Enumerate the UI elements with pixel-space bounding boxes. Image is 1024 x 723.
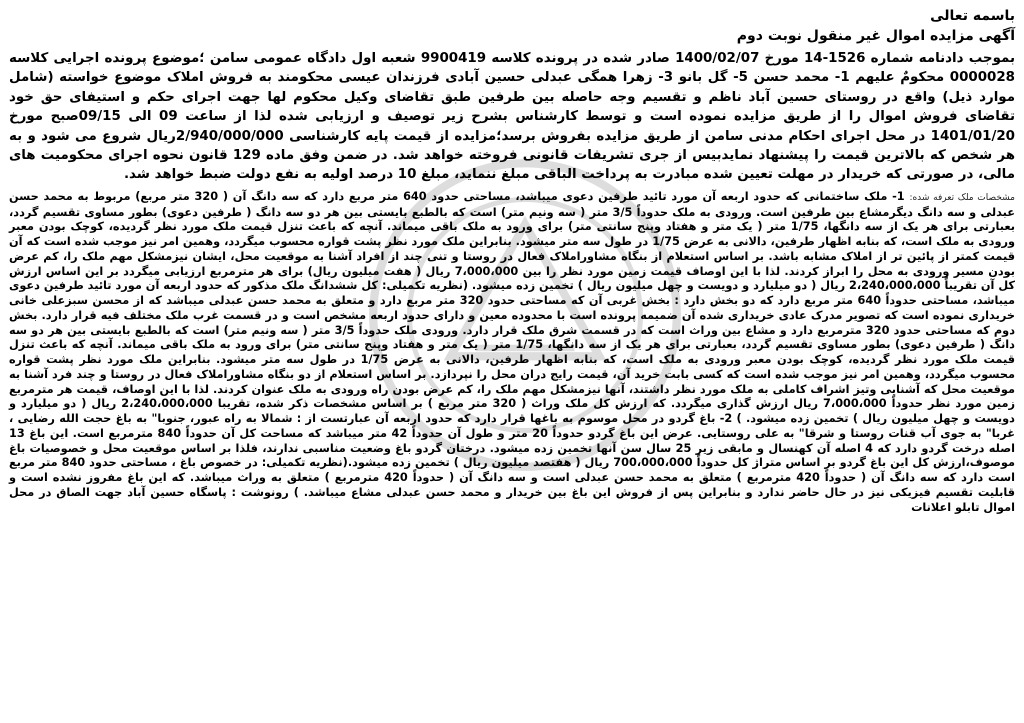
property-specs-paragraph <box>9 190 1015 516</box>
notice-title: آگهی مزایده اموال غیر منقول نوبت دوم <box>736 28 1015 44</box>
greeting-line: باسمه تعالی <box>930 8 1015 24</box>
specs-label: مشخصات ملک تعرفه شده: <box>909 192 1015 203</box>
specs-text: 1- ملک ساختمانی که حدود اربعه آن مورد تائید طرفین دعوی میباشد، مساحتی حدود 640 متر مربع دارد که سه دانگ آن ( 320 متر مربع) مربوط به محمد حسن عبدلی و سه دانگ دیگرمشاع بین طرفین است. ورودی به ملک حدوداً 3/5 متر ( سه ونیم متر) است که بالطبع بایستی بین هر دو سه دانگ ( طرفین دعوی) بطور مساوی تقسیم گردد، بعبارتی برای هر یک از سه دانگها، 1/75 متر ( یک متر و هفتاد وپنج سانتی متر) برای ورود به ملک باقی میماند. آنچه که باعث تنزل قیمت ملک مورد نظر گردیده، کوچک بودن معبر ورودی به ملک است، که بنابه اظهار طرفین، دالانی به عرض 1/75 در طول سه متر میشود. بنابراین ملک مورد نظر پشت قواره محسوب میگردد، وهمین امر نیز موجب شده است که آن قیمت کمتر از پائین تر از املاک مشابه باشد. بر اساس استعلام از بنگاه مشاوراملاک فعال در روستا و تنی چند از افراد آشنا به موقعیت محل، ایشان نیزمشکل مهم ملک را، کم عرض بودن مسیر ورودی به محل را ابراز کردند. لذا با این اوصاف قیمت زمین مورد نظر را بین 7،000،000 ریال ( هفت میلیون ریال) برای هر مترمربع ارزیابی میگردد بر این اساس ارزش کل آن تقریباً 2،240،000،000 ریال ( دو میلیارد و دویست و چهل میلیون ریال ) تخمین زده میشود. (نظریه تکمیلی: کل ششدانگ ملک مذکور که حدود اربعه آن مورد تائید طرفین دعوی میباشد، مساحتی حدوداً 640 متر مربع دارد که دو بخش دارد : بخش غربی آن که مساحتی حدود 320 متر مربع دارد و متعلق به محمد حسن عبدلی میباشد که از محسن سبزعلی خانی خریداری نموده است که تصویر مدرک عادی خریداری شده آن ضمیمه پرونده است با محدوده معین و دارای حدود اربعه مشخص است و در قسمت غرب ملک مختلف فیه قرار دارد. بخش دوم که مساحتی حدود 320 مترمربع دارد و مشاع بین وراث است که در قسمت شرق ملک قرار دارد. ورودی ملک حدوداً 3/5 متر ( سه ونیم متر) است که بالطبع بایستی بین هر دو سه دانگ ( طرفین دعوی) بطور مساوی تقسیم گردد، بعبارتی برای هر یک از سه دانگها، 1/75 متر ( یک متر و هفتاد وپنج سانتی متر) برای ورود به ملک باقی میماند. آنچه که باعث تنزل قیمت ملک مورد نظر گردیده، کوچک بودن معبر ورودی به ملک است، که بنابه اظهار طرفین، دالانی به عرض 1/75 در طول سه متر میشود. بنابراین ملک مورد نظر پشت قواره محسوب میگردد، وهمین امر نیز موجب شده است که کسی بابت خرید آن، قیمت رایج دران محل را نپردازد. بر اساس استعلام از دو بنگاه مشاوراملاک فعال در روستا و چند فرد آشنا به موقعیت محل که آشنایی وتیز اشراف کاملی به ملک مورد نظر داشتند، آنها نیزمشکل مهم ملک را، کم عرض بودن راه ورودی به ملک عنوان کردند. لذا با این اوصاف، قیمت هر مترمربع زمین مورد نظر حدوداً 7،000،000 ریال ارزش گذاری میگردد. که ارزش کل ملک وراث ( 320 متر مربع ) بر اساس مشخصات ذکر شده، تقریبا 2،240،000،000 ریال ( دو میلیارد و دویست و چهل میلیون ریال ) تخمین زده میشود. ) 2- باغ گردو در محل موسوم به باغها قرار دارد که حدود اربعه آن عبارتست از : شمالا به راه عبور، جنوبا" به باغ حجت الله رضایی ، غربا" به جوی آب قنات روستا و شرقا" به علی روستایی. عرض این باغ گردو حدوداً 20 متر و طول آن حدوداً 42 متر میباشد که مساحت کل آن حدوداً 840 مترمربع است. این باغ 13 اصله درخت گردو دارد که 4 اصله آن کهنسال و مابقی زیر 25 سال سن آنها تخمین زده میشود. درختان گردو باغ وضعیت مناسبی ندارند، فلذا بر اساس موقعیت محل و خصوصیات باغ موصوف،ارزش کل این باغ گردو بر اساس متراژ کل حدوداً 700،000،000 ریال ( هفتصد میلیون ریال ) تخمین زده میشود.(نظریه تکمیلی: در خصوص باغ ، مساحتی حدود 840 متر مربع است دارد که سه دانگ آن ( حدوداً 420 مترمربع ) متعلق به محمد حسن عبدلی است و سه دانگ آن ( حدوداً 420 مترمربع ) متعلق به وراث میباشد. که این باغ مفروز نشده است و قابلیت تقسیم فیزیکی نیز در حال حاضر ندارد و بنابراین پس از فروش این باغ بین خریدار و محمد حسن عبدلی مشاع میباشد. ) رونوشت : پاسگاه حسین آباد جهت الصاق در محل اموال تابلو اعلانات <box>9 189 1016 514</box>
intro-paragraph: بموجب دادنامه شماره 1526-14 مورخ 1400/02/07 صادر شده در پرونده کلاسه 9900419 شعبه اول دادگاه عمومی سامن ؛موضوع پرونده اجرایی کلاسه 0000028 محکومٌ علیهم 1- محمد حسن 5- گل بانو 3- زهرا همگی عبدلی حسین آبادی فرزندان عیسی محکومند به فروش املاک موضوع خواسته (شامل موارد ذیل) واقع در روستای حسین آباد ناظم و تقسیم وجه حاصله بین طرفین طبق تقاضای وکیل محکوم لها جهت اجرای حکم و استیفای حق خود تقاضای فروش اموال را از طریق مزایده نموده است و توسط کارشناس بشرح زیر توصیف و ارزیابی شده لذا از ساعت 09 الی 09/15صبح مورخ 1401/01/20 در محل اجرای احکام مدنی سامن از طریق مزایده بفروش برسد؛مزایده از قیمت پایه کارشناسی 2/940/000/000ریال شروع می شود و به هر شخص که بالاترین قیمت را پیشنهاد نمایدبیس از جری تشریفات قانونی فروخته خواهد شد. در ضمن وفق ماده 129 قانون نحوه اجرای محکومیت های مالی، در صورتی که خریدار در مهلت تعیین شده مبادرت به پرداخت الباقی مبلغ ننماید، مبلغ 10 درصد اولیه به نفع دولت ضبط خواهد شد. <box>9 51 1016 183</box>
